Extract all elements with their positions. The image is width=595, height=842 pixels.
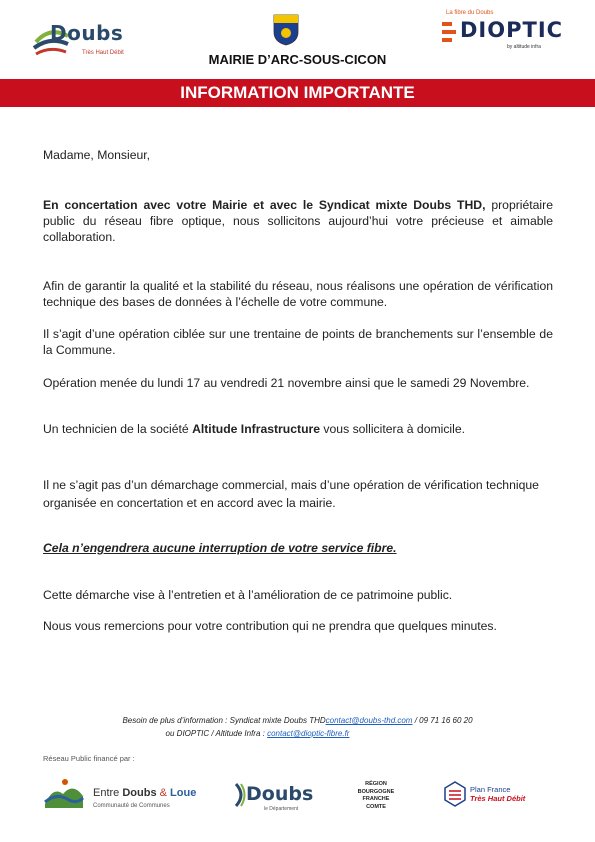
funded-by-label: Réseau Public financé par : <box>43 754 135 763</box>
doubs-thd-email-link[interactable]: contact@doubs-thd.com <box>325 716 413 725</box>
contact-line-1-text: Besoin de plus d’information : Syndicat mixte Doubs THD <box>122 716 326 725</box>
partner-2-name: Doubs <box>246 783 314 805</box>
region-bfc-logo <box>346 781 406 817</box>
departement-doubs-logo <box>234 780 314 814</box>
dioptic-logo-text: DIOPTIC <box>460 18 564 42</box>
partner-4-line-1: Plan France <box>470 785 511 794</box>
paragraph-9: Nous vous remercions pour votre contribution qui ne prendra que quelques minutes. <box>43 619 497 633</box>
paragraph-6: Il ne s’agit pas d’un démarchage commercial, mais d’une opération de vérification technique organisée en concertation et en accord avec la mairie. <box>43 478 539 510</box>
paragraph-1-text: propriétaire public du réseau fibre optique, nous sollicitons aujourd’hui votre précieuse et aimable collaboration. <box>43 198 553 244</box>
paragraph-3: Il s’agit d’une opération ciblée sur une trentaine de points de branchements sur l’ensemble de la Commune. <box>43 327 553 357</box>
paragraph-4: Opération menée du lundi 17 au vendredi 21 novembre ainsi que le samedi 29 Novembre. <box>43 376 530 390</box>
contact-line-2 <box>0 729 555 738</box>
partner-1-c: & <box>156 787 171 799</box>
paragraph-5-post: vous sollicitera à domicile. <box>320 422 465 436</box>
partner-1-d: Loue <box>170 787 197 799</box>
plan-france-thd-logo <box>443 781 543 811</box>
paragraph-1 <box>43 197 553 245</box>
entre-doubs-loue-logo <box>43 778 213 814</box>
dioptic-tagline: La fibre du Doubs <box>446 10 494 16</box>
partner-4-line-2: Très Haut Débit <box>470 794 526 803</box>
paragraph-5 <box>43 421 553 437</box>
paragraph-7 <box>43 540 553 556</box>
partner-1-b: Doubs <box>122 787 157 799</box>
dioptic-logo <box>440 10 565 56</box>
dioptic-by: by altitude infra <box>507 44 541 50</box>
banner-title: INFORMATION IMPORTANTE <box>180 83 415 102</box>
company-name: Altitude Infrastructure <box>192 422 321 436</box>
region-line-2: BOURGOGNE <box>357 788 395 795</box>
no-interruption-notice: Cela n’engendrera aucune interruption de votre service fibre <box>43 541 394 555</box>
partner-2-sub: le Département <box>264 806 299 812</box>
paragraph-5-pre: Un technicien de la société <box>43 422 193 436</box>
contact-phone: / 09 71 16 60 20 <box>412 716 473 725</box>
doubs-logo-text: Doubs <box>50 21 124 45</box>
paragraph-2: Afin de garantir la qualité et la stabilité du réseau, nous réalisons une opération de vérification technique des bases de données à l’échelle de votre commune. <box>43 279 553 309</box>
contact-line-1 <box>0 716 595 725</box>
region-line-3: FRANCHE <box>362 796 390 802</box>
region-line-4: COMTE <box>366 803 386 810</box>
dioptic-email-link[interactable]: contact@dioptic-fibre.fr <box>267 729 350 738</box>
contact-line-2-text: ou DIOPTIC / Altitude Infra : <box>165 729 268 738</box>
coat-of-arms-icon <box>273 14 299 46</box>
mairie-title: MAIRIE D’ARC-SOUS-CICON <box>208 52 387 67</box>
paragraph-8: Cette démarche vise à l’entretien et à l’amélioration de ce patrimoine public. <box>43 588 453 602</box>
greeting: Madame, Monsieur, <box>43 148 151 162</box>
paragraph-1-bold: En concertation avec votre Mairie et avec le Syndicat mixte Doubs THD, <box>43 198 486 212</box>
no-interruption-period: . <box>393 541 397 555</box>
doubs-logo-subtitle: Très Haut Débit <box>82 50 124 56</box>
region-line-1: RÉGION <box>365 781 387 787</box>
partner-1-a: Entre <box>93 787 123 799</box>
partner-1-sub: Communauté de Communes <box>93 803 170 809</box>
